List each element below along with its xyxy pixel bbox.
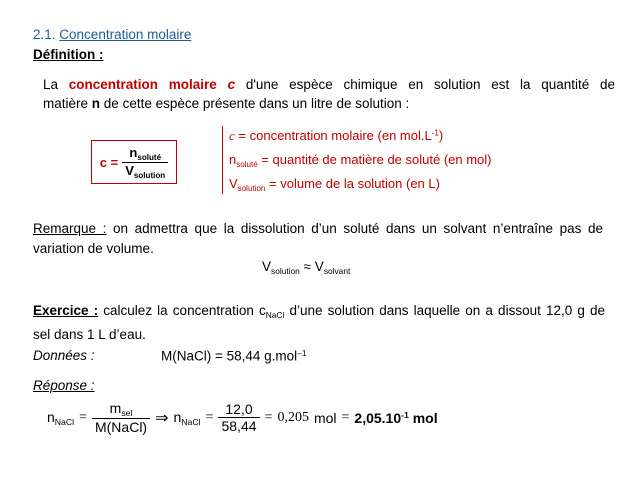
legend-row-v: $V_{solution}$ = volume de la solution (en L) [229, 176, 440, 193]
remarque-text: Remarque : on admettra que la dissolution d’un soluté dans un solvant n’entraîne pas de variation de volume. [33, 221, 603, 256]
fraction-m-over-M: $\frac{m_{sel}}{\text{M(NaCl)}}$ [92, 400, 150, 435]
answer-value: 0,205 [277, 409, 309, 425]
formula-lhs: c = [99, 154, 119, 170]
reponse-equation: $n_{NaCl}$ = $\frac{m_{sel}}{\text{M(NaCl)}}$ ⇒ $n_{NaCl}$ = $\frac{12,0}{58,44}$ = 0,205 mol = $2,05.10^{-1}$ mol [47, 400, 438, 436]
legend-row-c: c = concentration molaire (en $mol.L^{-1}$) [229, 128, 444, 143]
formula-denominator: $V_{solution}$ [122, 162, 168, 180]
definition-symbol-n: n [91, 96, 101, 111]
definition-heading: Définition : [33, 47, 104, 62]
implies-arrow: ⇒ [155, 409, 169, 427]
fraction-numeric: $\frac{12,0}{58,44}$ [218, 401, 259, 434]
n-nacl-1: $n_{NaCl}$ [47, 408, 75, 427]
definition-symbol-c: c [227, 77, 236, 92]
remarque-equation: $V_{solution} \approx V_{solvant}$ [262, 259, 351, 276]
definition-text: La concentration molaire c d'une espèce chimique en solution est la quantité de [43, 77, 615, 92]
formula-fraction [122, 145, 168, 180]
definition-term: concentration molaire [68, 77, 217, 92]
section-title-text: Concentration molaire [59, 27, 192, 42]
n-nacl-2: $n_{NaCl}$ [173, 408, 201, 427]
remarque-label: Remarque : [33, 221, 107, 236]
formula-numerator: $n_{soluté}$ [129, 144, 162, 162]
reponse-label: Réponse : [33, 378, 95, 393]
formula-legend [222, 126, 225, 194]
definition-text-line2: matière n de cette espèce présente dans un litre de solution : [43, 96, 410, 111]
final-result: $2,05.10^{-1}$ mol [354, 409, 438, 426]
exercice-label: Exercice : [33, 303, 99, 318]
donnees-label: Données : [33, 348, 95, 363]
section-number: 2.1. [33, 27, 56, 42]
legend-row-n: $n_{soluté}$ = quantité de matière de soluté (en mol) [229, 152, 492, 169]
formula-box [91, 140, 177, 184]
donnees-value: M(NaCl) = 58,44 g.mol$^{-1}$ [161, 348, 307, 364]
section-title [33, 27, 191, 42]
exercice-text: Exercice : calculez la concentration $c_{NaCl}$ d’une solution dans laquelle on a dissout 12,0 g de sel dans 1 L d’eau. [33, 303, 605, 342]
